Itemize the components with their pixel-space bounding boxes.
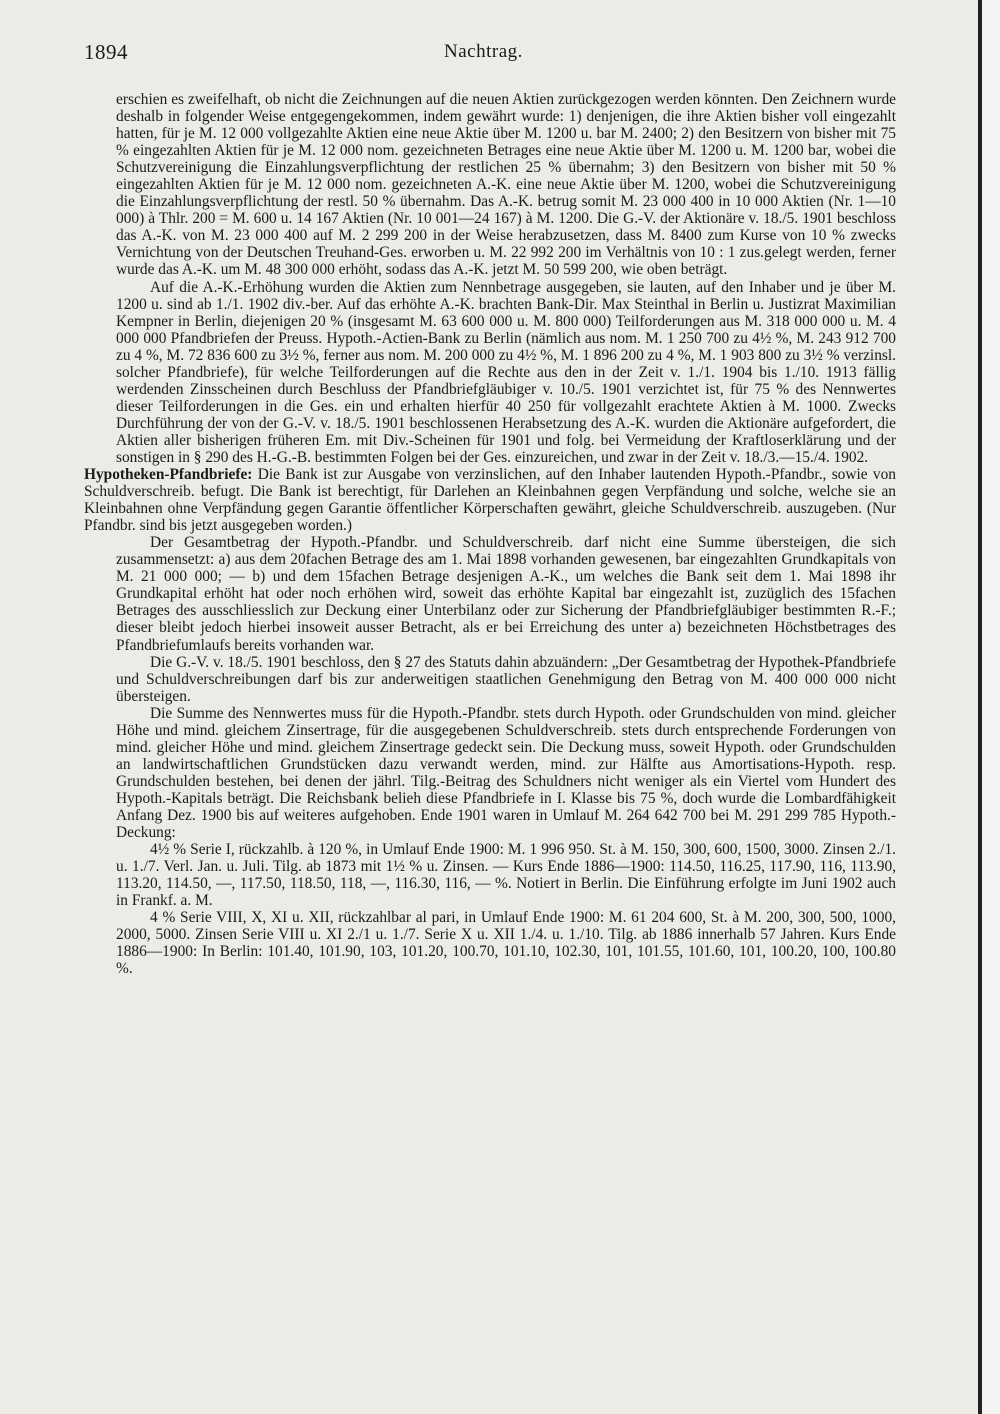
paragraph-capital-increase: Auf die A.-K.-Erhöhung wurden die Aktien zum Nennbetrage ausgegeben, sie lauten, auf den Inhaber und je über M. 1200 u. sind ab 1./1. 1902 div.-ber. Auf das erhöhte A.-K. brachten Bank-Dir. Max Steinthal in Berlin u. Justizrat Maximilian Kempner in Berlin, diejenigen 20 % (insgesamt M. 63 600 000 u. M. 800 000) Teilforderungen aus M. 318 000 000 u. M. 4 000 000 Pfandbriefen der Preuss. Hypoth.-Actien-Bank zu Berlin (nämlich aus nom. M. 1 250 700 zu 4½ %, M. 243 912 700 zu 4 %, M. 72 836 600 zu 3½ %, ferner aus nom. M. 200 000 zu 4½ %, M. 1 896 200 zu 4 %, M. 1 903 800 zu 3½ % verzinsl. solcher Pfandbriefe), für welche Teilforderungen auf die Rechte aus den in der Zeit v. 1./1. 1904 bis 1./10. 1913 fällig werdenden Zinsscheinen durch Beschluss der Pfandbriefgläubiger v. 10./5. 1901 verzichtet ist, für 75 % des Nennwertes dieser Teilforderungen in die Ges. ein und erhalten hierfür 40 250 für vollgezahlt erachtete Aktien à M. 1000. Zwecks Durchführung der von der G.-V. v. 18./5. 1901 beschlossenen Herabsetzung des A.-K. wurden die Aktionäre aufgefordert, die Aktien aller bisherigen früheren Em. mit Div.-Scheinen für 1901 und folg. bei Vermeidung der Kraftloserklärung und der sonstigen in § 290 des H.-G.-B. bestimmten Folgen bei der Ges. einzureichen, und zwar in der Zeit v. 18./3.—15./4. 1902. bbox=[116, 278, 896, 466]
page-header bbox=[84, 40, 874, 70]
page-edge-line bbox=[978, 0, 982, 1414]
paragraph-serie-viii-xii: 4 % Serie VIII, X, XI u. XII, rückzahlbar al pari, in Umlauf Ende 1900: M. 61 204 600, St. à M. 200, 300, 500, 1000, 2000, 5000. Zinsen Serie VIII u. XI 2./1 u. 1./7. Serie X u. XII 1./4. u. 1./10. Tilg. ab 1886 innerhalb 57 Jahren. Kurs Ende 1886—1900: In Berlin: 101.40, 101.90, 103, 101.20, 100.70, 101.10, 102.30, 101, 101.55, 101.60, 101, 100.20, 100, 100.80 %. bbox=[116, 909, 896, 978]
section-text: Die Bank ist zur Ausgabe von verzinslichen, auf den Inhaber lautenden Hypoth.-Pfandbr., sowie von Schuldverschreib. befugt. Die Bank ist berechtigt, für Darlehen an Kleinbahnen gegen Verpfändung und solche, welche sie an Kleinbahnen ohne Verpfändung gegen Garantie öffentlicher Körperschaften gewährt, gleiche Schuldverschreib. auszugeben. (Nur Pfandbr. sind bis jetzt ausgegeben worden.) bbox=[84, 466, 896, 535]
paragraph-coverage: Die Summe des Nennwertes muss für die Hypoth.-Pfandbr. stets durch Hypoth. oder Grundschulden von mind. gleicher Höhe und mind. gleichem Zinsertrage, für die ausgegebenen Schuldverschreib. stets durch entsprechende Forderungen von mind. gleicher Höhe und mind. gleichem Zinsertrage gedeckt sein. Die Deckung muss, soweit Hypoth. oder Grundschulden an landwirtschaftlichen Grundstücken dazu verwandt werden, mind. zur Hälfte aus Amortisations-Hypoth. resp. Grundschulden bestehen, bei denen der jährl. Tilg.-Beitrag des Schuldners nicht weniger als ein Viertel vom Hundert des Hypoth.-Kapitals beträgt. Die Reichsbank belieh diese Pfandbriefe in I. Klasse bis 75 %, doch wurde die Lombardfähigkeit Anfang Dez. 1900 bis auf weiteres aufgehoben. Ende 1901 waren in Umlauf M. 264 642 700 bei M. 291 299 785 Hypoth.-Deckung: bbox=[116, 704, 896, 842]
page-number: 1894 bbox=[84, 40, 128, 64]
paragraph-continuation: erschien es zweifelhaft, ob nicht die Zeichnungen auf die neuen Aktien zurückgezogen werden könnten. Den Zeichnern wurde deshalb in folgender Weise entgegengekommen, indem gewährt wurde: 1) denjenigen, die ihre Aktien bisher voll eingezahlt hatten, für je M. 12 000 vollgezahlte Aktien eine neue Aktie über M. 1200 u. bar M. 2400; 2) den Besitzern von bisher mit 75 % eingezahlten Aktien für je M. 12 000 nom. gezeichneten Betrages eine neue Aktie über M. 1200 u. M. 1200 bar, wobei die Schutzvereinigung die Einzahlungsverpflichtung der restlichen 25 % übernahm; 3) den Besitzern von bisher mit 50 % eingezahlten Aktien für je M. 12 000 nom. gezeichneten A.-K. eine neue Aktie über M. 1200, wobei die Schutzvereinigung die Einzahlungsverpflichtung der restl. 50 % übernahm. Das A.-K. betrug somit M. 23 000 400 in 10 000 Aktien (Nr. 1—10 000) à Thlr. 200 = M. 600 u. 14 167 Aktien (Nr. 10 001—24 167) à M. 1200. Die G.-V. der Aktionäre v. 18./5. 1901 beschloss das A.-K. von M. 23 000 400 auf M. 2 299 200 in der Weise herabzusetzen, dass M. 8400 zum Kurse von 10 % zwecks Vernichtung von der Deutschen Treuhand-Ges. erworben u. M. 22 992 200 im Verhältnis von 10 : 1 zus.gelegt werden, ferner wurde das A.-K. um M. 48 300 000 erhöht, sodass das A.-K. jetzt M. 50 599 200, wie oben beträgt. bbox=[116, 91, 896, 279]
running-title: Nachtrag. bbox=[444, 41, 523, 62]
paragraph-statutes-change: Die G.-V. v. 18./5. 1901 beschloss, den § 27 des Statuts dahin abzuändern: „Der Gesamtbetrag der Hypothek-Pfandbriefe und Schuldverschreibungen darf bis zur anderweitigen staatlichen Genehmigung den Betrag von M. 400 000 000 nicht übersteigen. bbox=[116, 653, 896, 705]
paragraph-gesamtbetrag: Der Gesamtbetrag der Hypoth.-Pfandbr. und Schuldverschreib. darf nicht eine Summe übersteigen, die sich zusammensetzt: a) aus dem 20fachen Betrage des am 1. Mai 1898 vorhanden gewesenen, bar eingezahlten Grundkapitals von M. 21 000 000; — b) und dem 15fachen Betrage desjenigen A.-K., um welches die Bank seit dem 1. Mai 1898 ihr Grundkapital erhöht hat oder noch erhöhen wird, soweit das erhöhte Kapital bar eingezahlt ist, zuzüglich des 15fachen Betrages des ausschliesslich zur Deckung einer Unterbilanz oder zur Sicherung der Pfandbriefgläubiger bestimmten R.-F.; dieser bleibt jedoch hierbei insoweit ausser Betracht, als er bei Erreichung des unter a) bezeichneten Höchstbetrages des Pfandbriefumlaufs bereits vorhanden war. bbox=[116, 534, 896, 654]
paragraph-serie-i: 4½ % Serie I, rückzahlb. à 120 %, in Umlauf Ende 1900: M. 1 996 950. St. à M. 150, 300, 600, 1500, 3000. Zinsen 2./1. u. 1./7. Verl. Jan. u. Juli. Tilg. ab 1873 mit 1½ % u. Zinsen. — Kurs Ende 1886—1900: 114.50, 116.25, 117.90, 116, 113.90, 113.20, 114.50, —, 117.50, 118.50, 118, —, 116.30, 116, — %. Notiert in Berlin. Die Einführung erfolgte im Juni 1902 auch in Frankf. a. M. bbox=[116, 841, 896, 910]
section-hypotheken-pfandbriefe bbox=[84, 466, 896, 534]
body-text bbox=[84, 91, 896, 978]
page-edge-shade bbox=[982, 0, 1000, 1414]
section-label: Hypotheken-Pfandbriefe: bbox=[84, 466, 253, 484]
